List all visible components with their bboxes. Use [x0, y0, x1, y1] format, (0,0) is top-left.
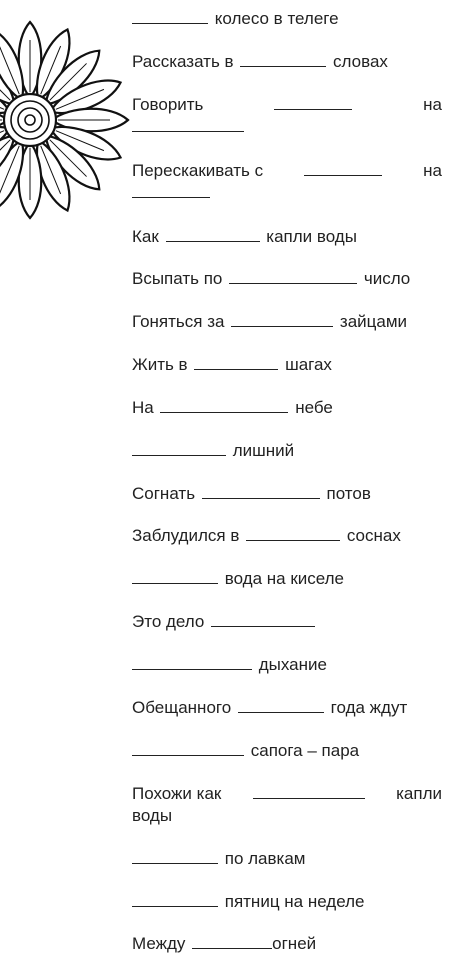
line-text: Всыпать по: [132, 269, 223, 288]
proverb-line-12: [132, 525, 401, 547]
proverb-line-1: [132, 8, 339, 30]
line-text: воды: [132, 806, 173, 825]
line-text: Говорить: [132, 95, 204, 114]
line-text: огней: [272, 934, 317, 953]
proverb-line-14: [132, 611, 317, 633]
proverb-line-11: [132, 483, 371, 505]
line-text: сапога – пара: [250, 741, 360, 760]
answer-blank: [132, 583, 218, 584]
line-text: Жить в: [132, 355, 188, 374]
line-text: на: [423, 95, 442, 114]
proverb-line-3-cont: [132, 116, 246, 138]
line-text: Между: [132, 934, 186, 953]
line-text: колесо в телеге: [214, 9, 339, 28]
proverb-line-8: [132, 354, 332, 376]
proverb-line-18-cont: [132, 805, 172, 827]
proverb-line-21: [132, 933, 316, 955]
line-text: шагах: [285, 355, 332, 374]
line-text: словах: [333, 52, 388, 71]
line-text: лишний: [232, 441, 295, 460]
proverb-line-16: [132, 697, 407, 719]
line-text: Обещанного: [132, 698, 232, 717]
answer-blank: [192, 948, 272, 949]
answer-blank: [253, 798, 365, 799]
answer-blank: [166, 241, 260, 242]
answer-blank: [211, 626, 315, 627]
proverb-line-5: [132, 226, 357, 248]
line-text: Как: [132, 227, 159, 246]
line-text: года ждут: [330, 698, 408, 717]
line-text: зайцами: [339, 312, 408, 331]
line-text: капли воды: [266, 227, 357, 246]
answer-blank: [274, 109, 352, 110]
answer-blank: [304, 175, 382, 176]
answer-blank: [132, 669, 252, 670]
proverb-line-10: [132, 440, 294, 462]
line-text: пятниц на неделе: [224, 892, 365, 911]
proverb-line-6: [132, 268, 410, 290]
line-text: вода на киселе: [224, 569, 345, 588]
line-text: Согнать: [132, 484, 196, 503]
proverb-line-17: [132, 740, 359, 762]
proverb-line-4-cont: [132, 182, 212, 204]
line-text: дыхание: [258, 655, 327, 674]
line-text: Гоняться за: [132, 312, 225, 331]
answer-blank: [238, 712, 324, 713]
proverb-line-9: [132, 397, 333, 419]
line-text: Похожи как: [132, 784, 222, 803]
line-text: Это дело: [132, 612, 205, 631]
answer-blank: [132, 131, 244, 132]
answer-blank: [132, 197, 210, 198]
line-text: соснах: [346, 526, 401, 545]
answer-blank: [132, 23, 208, 24]
proverb-line-2: [132, 51, 388, 73]
answer-blank: [246, 540, 340, 541]
answer-blank: [202, 498, 320, 499]
line-text: Перескакивать с: [132, 161, 264, 180]
line-text: Рассказать в: [132, 52, 234, 71]
line-text: На: [132, 398, 154, 417]
answer-blank: [160, 412, 288, 413]
proverb-line-20: [132, 891, 365, 913]
proverb-line-13: [132, 568, 344, 590]
answer-blank: [240, 66, 326, 67]
proverb-line-18: [132, 783, 442, 805]
proverb-line-3: [132, 94, 442, 116]
proverb-line-7: [132, 311, 407, 333]
line-text: число: [363, 269, 411, 288]
answer-blank: [132, 863, 218, 864]
proverb-line-19: [132, 848, 305, 870]
line-text: по лавкам: [224, 849, 306, 868]
line-text: на: [423, 161, 442, 180]
answer-blank: [194, 369, 278, 370]
proverb-line-15: [132, 654, 327, 676]
line-text: небе: [295, 398, 333, 417]
answer-blank: [132, 906, 218, 907]
answer-blank: [229, 283, 357, 284]
line-text: капли: [396, 784, 442, 803]
line-text: потов: [326, 484, 371, 503]
answer-blank: [132, 455, 226, 456]
answer-blank: [132, 755, 244, 756]
line-text: Заблудился в: [132, 526, 240, 545]
answer-blank: [231, 326, 333, 327]
proverb-line-4: [132, 160, 442, 182]
daisy-flower-illustration: [0, 0, 130, 240]
